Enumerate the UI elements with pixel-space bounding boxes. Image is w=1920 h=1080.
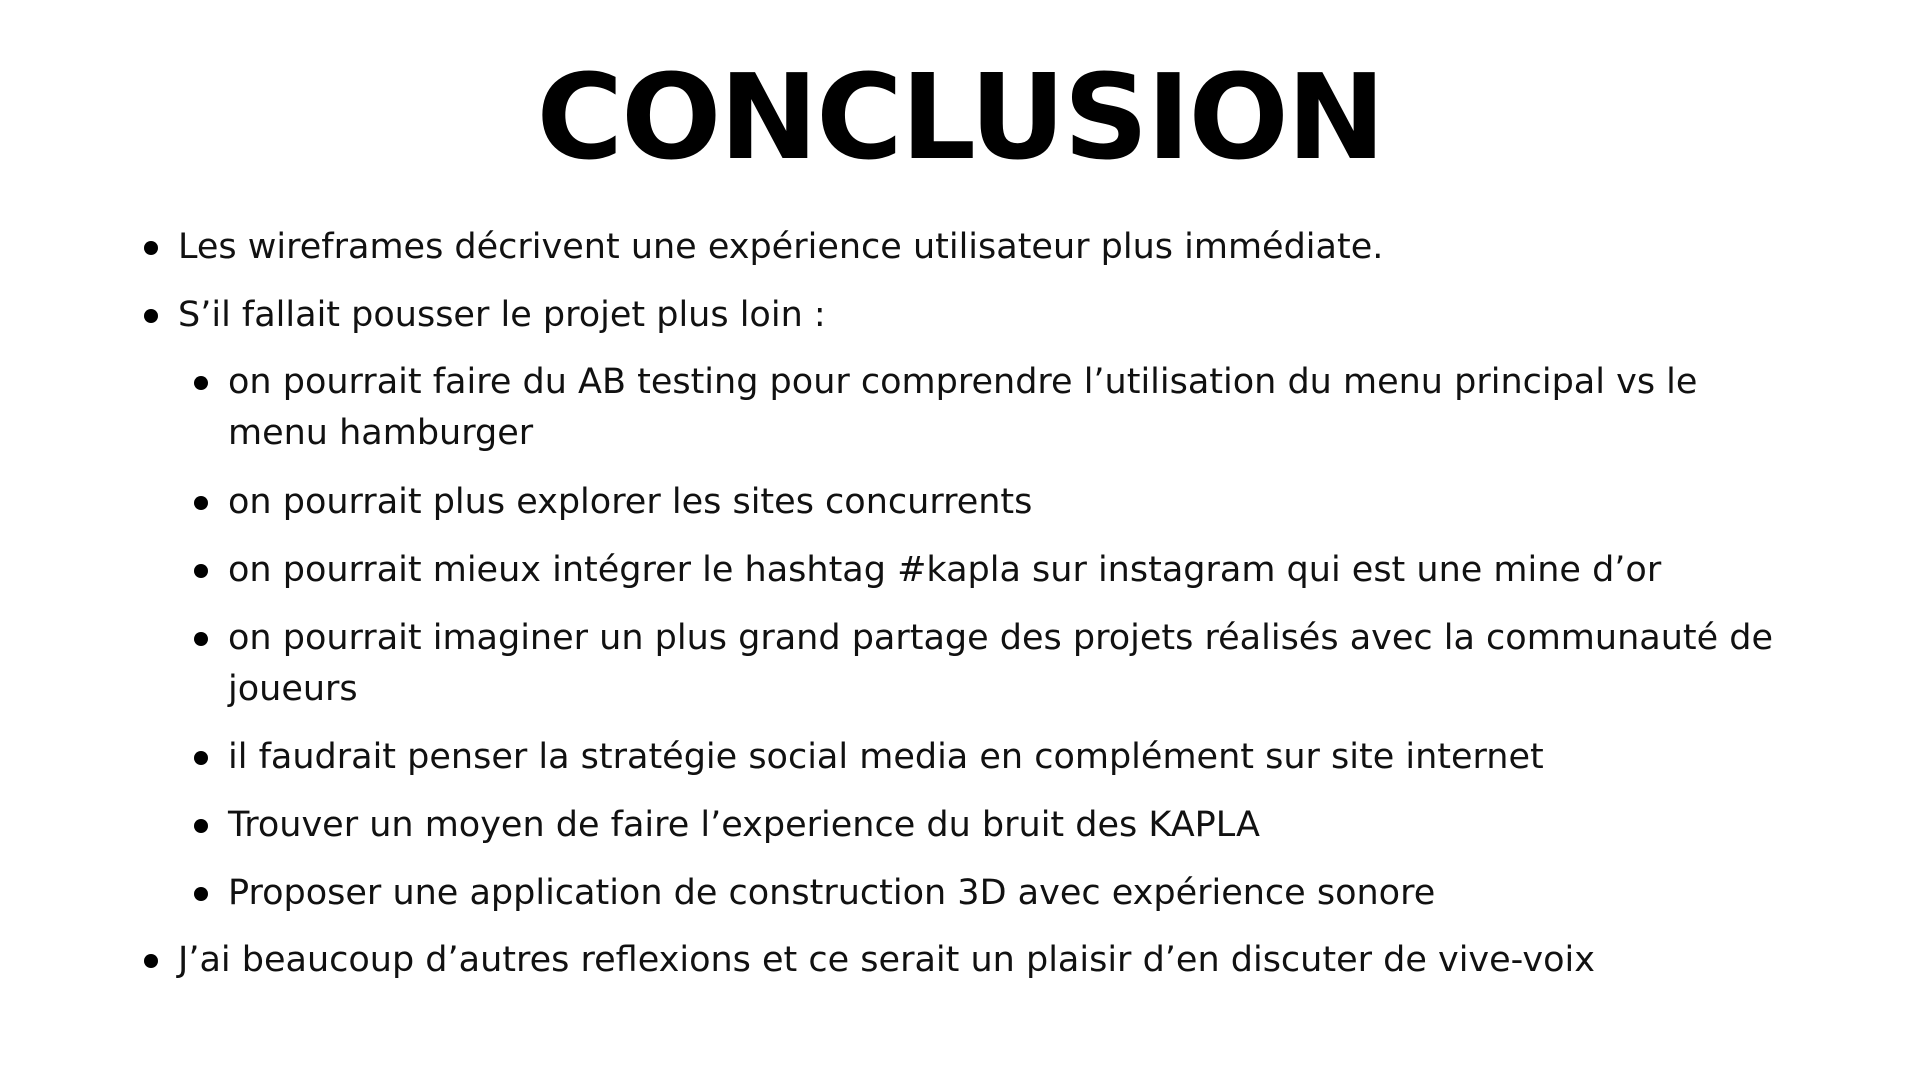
bullet-dot-icon	[194, 564, 208, 578]
sub-bullet-item	[228, 477, 1788, 528]
bullet-item	[178, 935, 1758, 986]
bullet-item	[178, 290, 1758, 341]
bullet-text: il faudrait penser la stratégie social media en complément sur site internet	[228, 737, 1544, 777]
bullet-text: S’il fallait pousser le projet plus loin :	[178, 295, 826, 335]
bullet-text: Les wireframes décrivent une expérience utilisateur plus immédiate.	[178, 227, 1384, 267]
bullet-dot-icon	[194, 376, 208, 390]
bullet-dot-icon	[194, 887, 208, 901]
bullet-text: on pourrait imaginer un plus grand partage des projets réalisés avec la communauté de joueurs	[228, 618, 1774, 709]
sub-bullet-item	[228, 800, 1788, 851]
sub-bullet-item	[228, 613, 1788, 715]
bullet-item	[178, 222, 1758, 273]
bullet-dot-icon	[194, 496, 208, 510]
bullet-text: on pourrait plus explorer les sites concurrents	[228, 482, 1033, 522]
sub-bullet-item	[228, 868, 1788, 919]
bullet-dot-icon	[194, 751, 208, 765]
slide-title: CONCLUSION	[536, 48, 1384, 186]
bullet-text: on pourrait faire du AB testing pour comprendre l’utilisation du menu principal vs le menu hamburger	[228, 362, 1698, 453]
bullet-dot-icon	[144, 954, 158, 968]
bullet-text: on pourrait mieux intégrer le hashtag #kapla sur instagram qui est une mine d’or	[228, 550, 1662, 590]
bullet-dot-icon	[194, 819, 208, 833]
bullet-dot-icon	[144, 309, 158, 323]
sub-bullet-item	[228, 732, 1788, 783]
bullet-dot-icon	[194, 632, 208, 646]
sub-bullet-item	[228, 357, 1788, 459]
bullet-text: J’ai beaucoup d’autres reflexions et ce serait un plaisir d’en discuter de vive-voix	[178, 940, 1595, 980]
bullet-text: Proposer une application de construction 3D avec expérience sonore	[228, 873, 1436, 913]
sub-bullet-item	[228, 545, 1788, 596]
bullet-text: Trouver un moyen de faire l’experience du bruit des KAPLA	[228, 805, 1261, 845]
bullet-dot-icon	[144, 241, 158, 255]
